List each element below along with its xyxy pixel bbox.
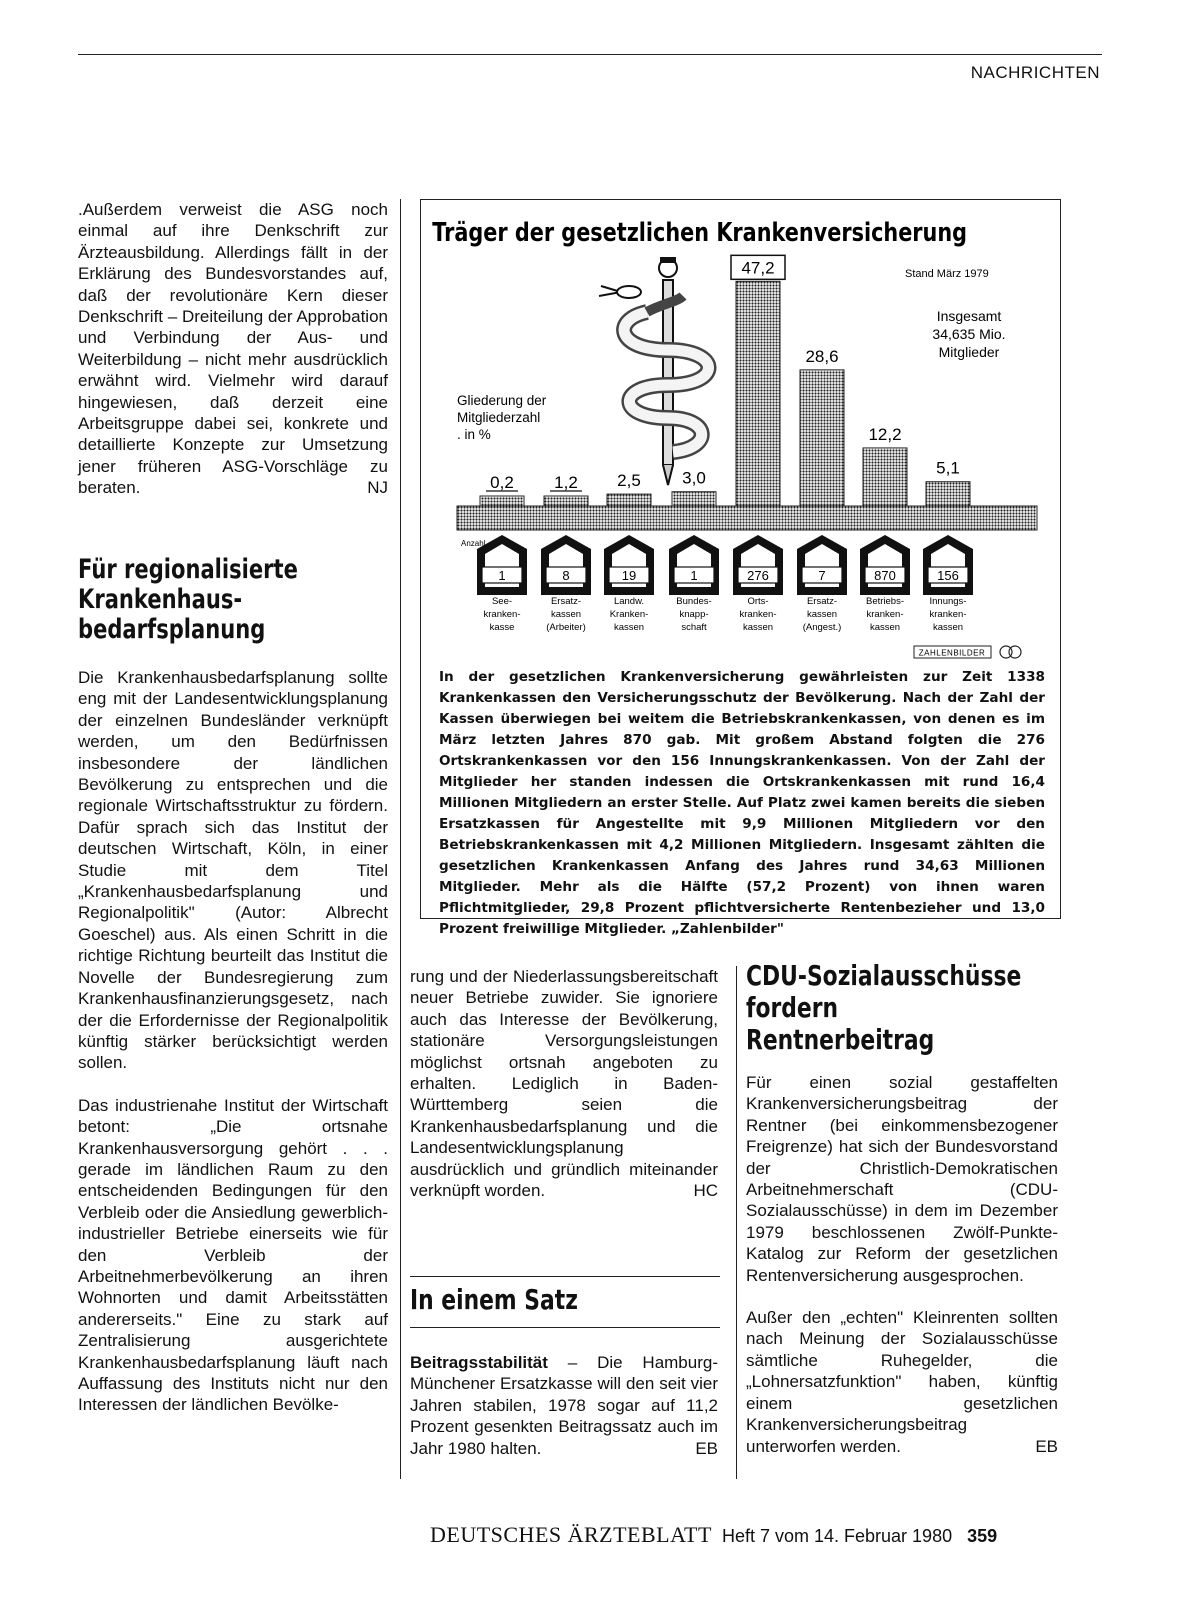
col2-continuation xyxy=(410,966,718,1201)
col3-para2: Außer den „echten" Kleinrenten sollten nach Meinung der Sozialausschüsse sämtliche Ruhegelder, die „Lohnersatzfunktion" haben, künftig einem gesetzlichen Krankenversicherungsbeitrag unterworfen werden. xyxy=(746,1308,1058,1456)
bar xyxy=(736,281,780,506)
category-label: See- xyxy=(491,596,513,607)
magazine-name: DEUTSCHES ÄRZTEBLATT xyxy=(430,1522,712,1547)
chart-ylabel-line: . in % xyxy=(457,427,491,442)
bar-value-label: 3,0 xyxy=(682,468,706,488)
col3-para2-wrap xyxy=(746,1307,1058,1457)
column-divider-2 xyxy=(736,966,737,1479)
chart-graphic xyxy=(421,200,1059,665)
category-label: (Arbeiter) xyxy=(546,622,586,633)
category-label: Kranken- xyxy=(609,609,649,620)
page-number: 359 xyxy=(967,1526,998,1546)
category-label: knapp- xyxy=(679,609,709,620)
col2-satz-body: – Die Hamburg-Münchener Ersatzkasse will den seit vier Jahren stabilen, 1978 sogar auf 11,2 Prozent gesenkten Beitragssatz auch im Jahr 1980 halten. xyxy=(410,1353,718,1458)
category-label: schaft xyxy=(681,622,707,633)
section-label: NACHRICHTEN xyxy=(970,63,1100,82)
category-label: Betriebs- xyxy=(865,596,905,607)
chart-total-line: 34,635 Mio. xyxy=(932,326,1006,342)
chart-total-line: Mitglieder xyxy=(938,344,1000,360)
chart-ylabel xyxy=(457,393,547,442)
bar-value-label: 28,6 xyxy=(805,346,839,366)
bar-value-label: 0,2 xyxy=(490,473,514,492)
count-label: 276 xyxy=(747,568,769,583)
zahlenbilder-logo xyxy=(914,646,1021,658)
category-label: kranken- xyxy=(866,609,904,620)
bar-value-label: 2,5 xyxy=(617,471,641,491)
column-divider-1 xyxy=(400,199,401,1479)
col1-intro-text: .Außerdem verweist die ASG noch einmal auf ihre Denkschrift zur Ärzteausbildung. Allerdings fällt in der Erklärung des Bundesvorstandes auf, daß der revolutionäre Kern dieser Denkschrift – Dreiteilung der Approbation und Verbindung der Aus- und Weiterbildung – nicht mehr ausdrücklich erwähnt wird. Vielmehr wird darauf hingewiesen, daß derzeit eine Arbeitsgruppe dabei sei, konkrete und detaillierte Konzepte zur Umsetzung jener früheren ASG-Vorschläge zu beraten. xyxy=(78,200,388,498)
issue-info: Heft 7 vom 14. Februar 1980 xyxy=(721,1526,953,1546)
bar-value-label: 1,2 xyxy=(554,473,578,492)
col3-sign: EB xyxy=(1035,1436,1058,1456)
staff-snake-icon xyxy=(599,258,709,485)
chart-source: ZAHLENBILDER xyxy=(918,648,986,658)
bar xyxy=(607,494,651,506)
chart-anzahl-label: Anzahl xyxy=(461,539,486,548)
category-label: kassen xyxy=(869,622,901,633)
chart-ylabel-line: Gliederung der xyxy=(457,393,547,408)
category-label: kranken- xyxy=(929,609,967,620)
col1-intro xyxy=(78,199,388,499)
col2-satz-sign: EB xyxy=(695,1438,718,1458)
col1-heading xyxy=(78,555,398,655)
col3-heading-line2: fordern xyxy=(746,991,839,1024)
bar-value-label: 12,2 xyxy=(868,424,902,444)
col1-heading-line3: bedarfsplanung xyxy=(78,614,266,645)
count-label: 19 xyxy=(621,568,637,583)
category-label: Ersatz- xyxy=(550,596,582,607)
count-label: 870 xyxy=(874,568,896,583)
count-label: 1 xyxy=(690,568,698,583)
col3-para1: Für einen sozial gestaffelten Krankenversicherungsbeitrag der Rentner (bei einkommensbezogener Freigrenze) hat sich der Bundesvorstand der Christlich-Demokratischen Arbeitnehmerschaft (CDU-Sozialausschüsse) in dem im Dezember 1979 beschlossenen Zwölf-Punkte-Katalog zur Reform der gesetzlichen Rentenversicherung ausgesprochen. xyxy=(746,1073,1058,1285)
col1-intro-sign: NJ xyxy=(367,478,388,498)
chart-base xyxy=(457,506,1037,530)
col3-heading-line3: Rentnerbeitrag xyxy=(746,1023,935,1056)
chart-ylabel-line: Mitgliederzahl xyxy=(457,410,541,425)
count-label: 7 xyxy=(818,568,826,583)
bar-value-label: 47,2 xyxy=(741,258,775,278)
count-label: 8 xyxy=(562,568,570,583)
col1-heading-line1: Für regionalisierte xyxy=(78,554,298,585)
col1-para2: Das industrienahe Institut der Wirtschaft betont: „Die ortsnahe Krankenhausversorgung gehört . . . gerade im ländlichen Raum zu den entscheidenden Bedingungen für den Verbleib oder die Ansiedlung gewerblich-industrieller Betriebe einerseits wie für den Verbleib der Arbeitnehmerbevölkerung an ihren Wohnorten und damit Arbeitsstätten andererseits." Eine zu stark auf Zentralisierung ausgerichtete Krankenhausbedarfsplanung läuft nach Auffassung des Instituts nicht nur den Interessen der ländlichen Bevölke- xyxy=(78,1095,388,1415)
col3-body xyxy=(746,1072,1058,1457)
bar xyxy=(926,482,970,506)
category-label: Ersatz- xyxy=(806,596,838,607)
count-label: 156 xyxy=(937,568,959,583)
col2-heading: In einem Satz xyxy=(410,1283,578,1316)
chart-total-line: Insgesamt xyxy=(936,308,1002,324)
chart-total-label xyxy=(932,308,1005,360)
bar-value-label: 5,1 xyxy=(936,458,960,478)
count-label: 1 xyxy=(498,568,506,583)
col1-body xyxy=(78,667,388,1437)
category-label: Landw. xyxy=(613,596,645,607)
bar xyxy=(480,496,524,506)
col2-satz xyxy=(410,1352,718,1459)
category-label: (Angest.) xyxy=(802,622,842,633)
category-label: kassen xyxy=(806,609,838,620)
category-label: kassen xyxy=(550,609,582,620)
col1-heading-line2: Krankenhaus- xyxy=(78,584,243,615)
bar xyxy=(863,448,907,506)
top-rule xyxy=(78,54,1102,55)
category-label: kasse xyxy=(489,622,515,633)
col2-cont-text: rung und der Niederlassungsbereitschaft neuer Betriebe zuwider. Sie ignoriere auch das Interesse der Bevölkerung, stationäre Versorgungsleistungen möglichst ortsnah angeboten zu erhalten. Lediglich in Baden-Württemberg seien die Krankenhausbedarfsplanung und die Landesentwicklungsplanung ausdrücklich und gründlich miteinander verknüpft worden. xyxy=(410,967,718,1201)
chart-box xyxy=(420,199,1061,937)
bar xyxy=(544,496,588,506)
page-footer xyxy=(430,1522,1110,1548)
col3-heading-line1: CDU-Sozialausschüsse xyxy=(746,959,1022,992)
category-label: Bundes- xyxy=(676,596,712,607)
bar xyxy=(672,492,716,506)
chart-stand: Stand März 1979 xyxy=(905,268,989,280)
col2-rule-bottom xyxy=(410,1327,720,1328)
chart-caption: In der gesetzlichen Krankenversicherung gewährleisten zur Zeit 1338 Krankenkassen den Versicherungsschutz der Bevölkerung. Nach der Zahl der Kassen überwiegen bei weitem die Betriebskrankenkassen, von denen es im März letzten Jahres 870 gab. Mit großem Abstand folgten die 276 Ortskrankenkassen vor den 156 Innungskrankenkassen. Von der Zahl der Mitglieder her standen indessen die Ortskrankenkassen mit rund 16,4 Millionen Mitgliedern an erster Stelle. Auf Platz zwei kamen bereits die sieben Ersatzkassen für Angestellte mit 9,9 Millionen Mitgliedern vor den Betriebskrankenkassen mit 4,2 Millionen Mitgliedern. Insgesamt zählten die gesetzlichen Krankenkassen Anfang des Jahres rund 34,63 Millionen Mitglieder. Mehr als die Hälfte (57,2 Prozent) von ihnen waren Pflichtmitglieder, 29,8 Prozent pflichtversicherte Rentenbezieher und 13,0 Prozent freiwillige Mitglieder. „Zahlenbilder" xyxy=(439,669,1045,937)
col2-cont-sign: HC xyxy=(693,1181,718,1201)
col3-heading xyxy=(746,960,1086,1060)
category-label: kassen xyxy=(613,622,645,633)
bar xyxy=(800,370,844,506)
category-label: kranken- xyxy=(739,609,777,620)
category-label: kranken- xyxy=(483,609,521,620)
col2-satz-lead: Beitragsstabilität xyxy=(410,1353,548,1372)
category-label: Innungs- xyxy=(929,596,967,607)
col2-rule-top xyxy=(410,1276,720,1277)
chart-title: Träger der gesetzlichen Krankenversicherung xyxy=(432,216,968,248)
col1-para1: Die Krankenhausbedarfsplanung sollte eng mit der Landesentwicklungsplanung der einzelnen Bundesländer verknüpft werden, um den Bedürfnissen insbesondere der ländlichen Bevölkerung zu entsprechen und die regionale Wirtschaftsstruktur zu fördern. Dafür sprach sich das Institut der deutschen Wirtschaft, Köln, in einer Studie mit dem Titel „Krankenhausbedarfsplanung und Regionalpolitik" (Autor: Albrecht Goeschel) aus. Als einen Schritt in die richtige Richtung beurteilt das Institut die Novelle der Bundesregierung zum Krankenhausfinanzierungsgesetz, nach der die Erfordernisse der Regionalpolitik künftig stärker berücksichtigt werden sollen. xyxy=(78,668,388,1073)
category-label: Orts- xyxy=(747,596,769,607)
category-label: kassen xyxy=(742,622,774,633)
category-label: kassen xyxy=(932,622,964,633)
